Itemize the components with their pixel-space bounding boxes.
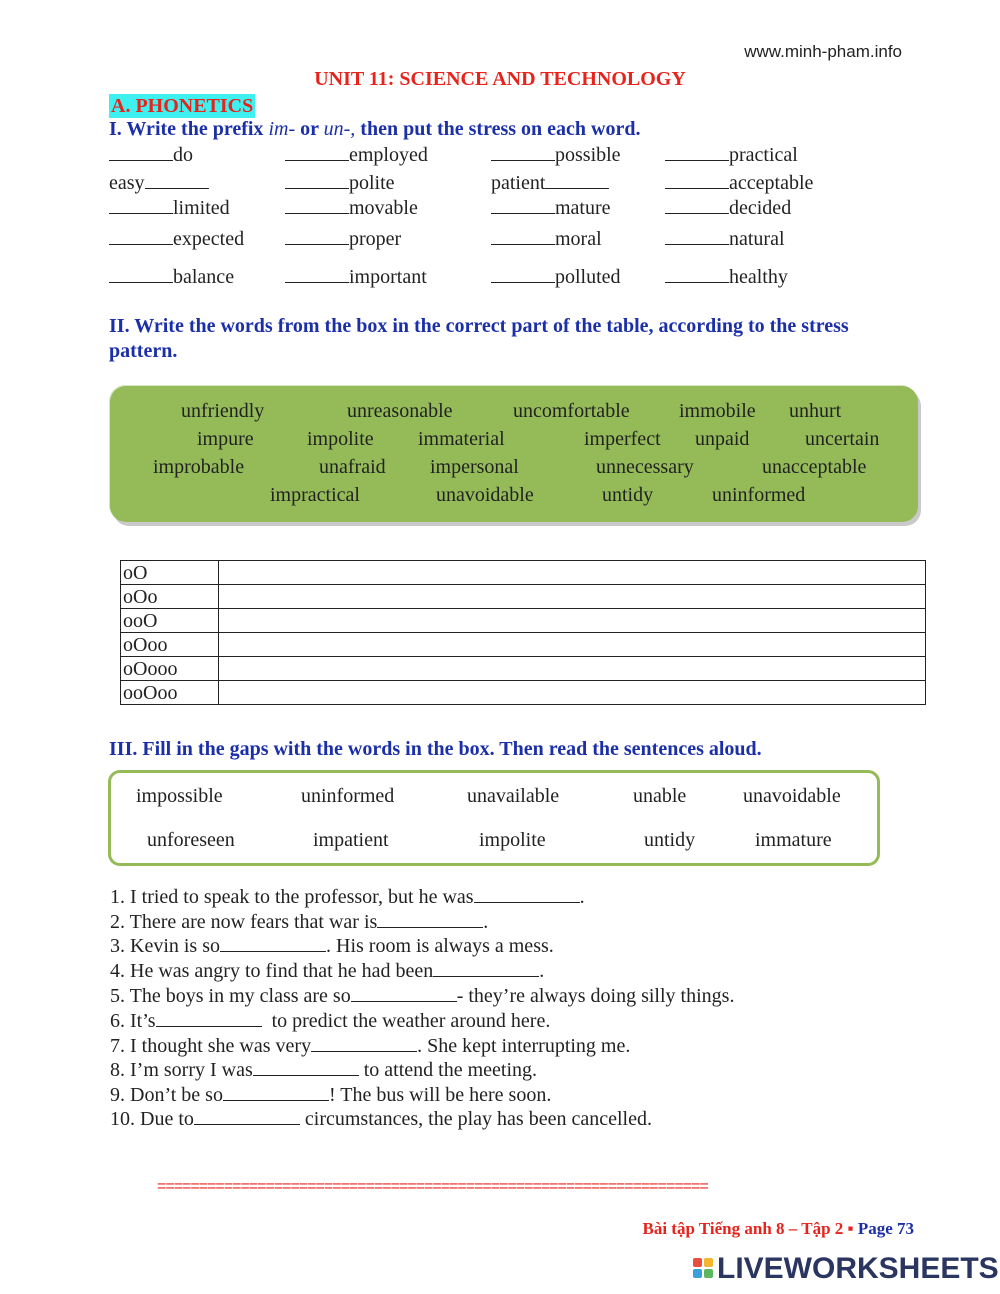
prefix-item: possible bbox=[491, 144, 621, 167]
sentence: 6. It’s to predict the weather around here. bbox=[110, 1010, 551, 1032]
answer-cell[interactable] bbox=[219, 633, 926, 657]
answer-blank[interactable] bbox=[253, 1059, 359, 1076]
answer-cell[interactable] bbox=[219, 585, 926, 609]
prefix-item: proper bbox=[285, 228, 401, 251]
sentence: 10. Due to circumstances, the play has been cancelled. bbox=[110, 1108, 652, 1130]
box-word: immature bbox=[755, 829, 832, 851]
box-word: impossible bbox=[136, 785, 223, 807]
exercise2-instruction: II. Write the words from the box in the correct part of the table, according to the stress bbox=[109, 315, 849, 337]
section-phonetics: A. PHONETICS bbox=[111, 95, 254, 117]
sentence: 5. The boys in my class are so - they’re always doing silly things. bbox=[110, 985, 735, 1007]
answer-cell[interactable] bbox=[219, 681, 926, 705]
box-word: uncomfortable bbox=[513, 400, 630, 422]
box-word: unfriendly bbox=[181, 400, 265, 422]
table-row bbox=[121, 585, 926, 609]
prefix-item: healthy bbox=[665, 266, 788, 289]
box-word: unavailable bbox=[467, 785, 560, 807]
box-word: immobile bbox=[679, 400, 756, 422]
box-word: impatient bbox=[313, 829, 389, 851]
page-footer: Bài tập Tiếng anh 8 – Tập 2 ▪ Page 73 bbox=[642, 1219, 914, 1238]
box-word: untidy bbox=[644, 829, 696, 851]
prefix-item: expected bbox=[109, 228, 244, 251]
suffix-item: easy bbox=[109, 172, 209, 195]
box-word: unacceptable bbox=[762, 456, 867, 478]
answer-cell[interactable] bbox=[219, 657, 926, 681]
sentence: 2. There are now fears that war is . bbox=[110, 911, 489, 933]
box-word: impersonal bbox=[430, 456, 519, 478]
sentence: 7. I thought she was very . She kept interrupting me. bbox=[110, 1035, 631, 1057]
box-word: uninformed bbox=[301, 785, 395, 807]
prefix-item: polite bbox=[285, 172, 395, 195]
box-word: uncertain bbox=[805, 428, 880, 450]
sentence: 4. He was angry to find that he had been . bbox=[110, 960, 545, 982]
sentence: 9. Don’t be so ! The bus will be here soon. bbox=[110, 1084, 552, 1106]
pattern-cell: ooOoo bbox=[121, 681, 219, 705]
pattern-cell: ooO bbox=[121, 609, 219, 633]
answer-blank[interactable] bbox=[311, 1035, 417, 1052]
box-word: unforeseen bbox=[147, 829, 235, 851]
box-word: impure bbox=[197, 428, 254, 450]
box-word: unnecessary bbox=[596, 456, 694, 478]
box-word: untidy bbox=[602, 484, 654, 506]
table-row bbox=[121, 681, 926, 705]
exercise3-instruction: III. Fill in the gaps with the words in the box. Then read the sentences aloud. bbox=[109, 738, 762, 760]
pattern-cell: oOo bbox=[121, 585, 219, 609]
answer-cell[interactable] bbox=[219, 561, 926, 585]
table-row bbox=[121, 657, 926, 681]
word-box-green bbox=[110, 386, 918, 522]
box-word: immaterial bbox=[418, 428, 505, 450]
sentence: 1. I tried to speak to the professor, but he was . bbox=[110, 886, 585, 908]
prefix-item: employed bbox=[285, 144, 428, 167]
box-word: impractical bbox=[270, 484, 360, 506]
brand-text: LIVEWORKSHEETS bbox=[717, 1252, 999, 1285]
box-word: impolite bbox=[479, 829, 546, 851]
answer-blank[interactable] bbox=[223, 1084, 329, 1101]
prefix-item: balance bbox=[109, 266, 234, 289]
prefix-item: practical bbox=[665, 144, 798, 167]
answer-cell[interactable] bbox=[219, 609, 926, 633]
box-word: unreasonable bbox=[347, 400, 453, 422]
page-number: Page 73 bbox=[857, 1219, 914, 1238]
answer-blank[interactable] bbox=[220, 935, 326, 952]
box-word: uninformed bbox=[712, 484, 806, 506]
box-word: imperfect bbox=[584, 428, 661, 450]
sentence: 8. I’m sorry I was to attend the meeting. bbox=[110, 1059, 538, 1081]
prefix-item: limited bbox=[109, 197, 230, 220]
box-word: improbable bbox=[153, 456, 245, 478]
answer-blank[interactable] bbox=[351, 985, 457, 1002]
prefix-im: im- bbox=[268, 118, 296, 140]
prefix-item: polluted bbox=[491, 266, 621, 289]
answer-blank[interactable] bbox=[474, 886, 580, 903]
liveworksheets-brand bbox=[693, 1252, 999, 1288]
box-word: unavoidable bbox=[743, 785, 841, 807]
answer-blank[interactable] bbox=[377, 911, 483, 928]
unit-title: UNIT 11: SCIENCE AND TECHNOLOGY bbox=[314, 68, 686, 90]
footer-divider: ================================================================== bbox=[157, 1178, 708, 1195]
prefix-item: natural bbox=[665, 228, 785, 251]
box-word: unable bbox=[633, 785, 687, 807]
pattern-cell: oOoo bbox=[121, 633, 219, 657]
table-row bbox=[121, 561, 926, 585]
answer-blank[interactable] bbox=[433, 960, 539, 977]
website-url: www.minh-pham.info bbox=[744, 42, 902, 61]
prefix-item: do bbox=[109, 144, 193, 167]
box-word: impolite bbox=[307, 428, 374, 450]
table-row bbox=[121, 633, 926, 657]
prefix-item: movable bbox=[285, 197, 418, 220]
prefix-un: un-, bbox=[323, 118, 356, 140]
prefix-item: mature bbox=[491, 197, 611, 220]
prefix-item: acceptable bbox=[665, 172, 813, 195]
suffix-item: patient bbox=[491, 172, 609, 195]
stress-pattern-table bbox=[120, 560, 926, 705]
box-word: unpaid bbox=[695, 428, 750, 450]
word-box-outline bbox=[108, 770, 880, 866]
prefix-item: important bbox=[285, 266, 427, 289]
box-word: unafraid bbox=[319, 456, 386, 478]
prefix-item: decided bbox=[665, 197, 791, 220]
pattern-cell: oO bbox=[121, 561, 219, 585]
exercise1-instruction: I. Write the prefix im- or un-, then put the stress on each word. bbox=[109, 118, 641, 140]
pattern-cell: oOooo bbox=[121, 657, 219, 681]
box-word: unavoidable bbox=[436, 484, 534, 506]
exercise2-instruction-cont: pattern. bbox=[109, 340, 178, 362]
prefix-item: moral bbox=[491, 228, 602, 251]
answer-blank[interactable] bbox=[194, 1108, 300, 1125]
box-word: unhurt bbox=[789, 400, 842, 422]
table-row bbox=[121, 609, 926, 633]
sentence: 3. Kevin is so . His room is always a mess. bbox=[110, 935, 554, 957]
answer-blank[interactable] bbox=[156, 1010, 262, 1027]
